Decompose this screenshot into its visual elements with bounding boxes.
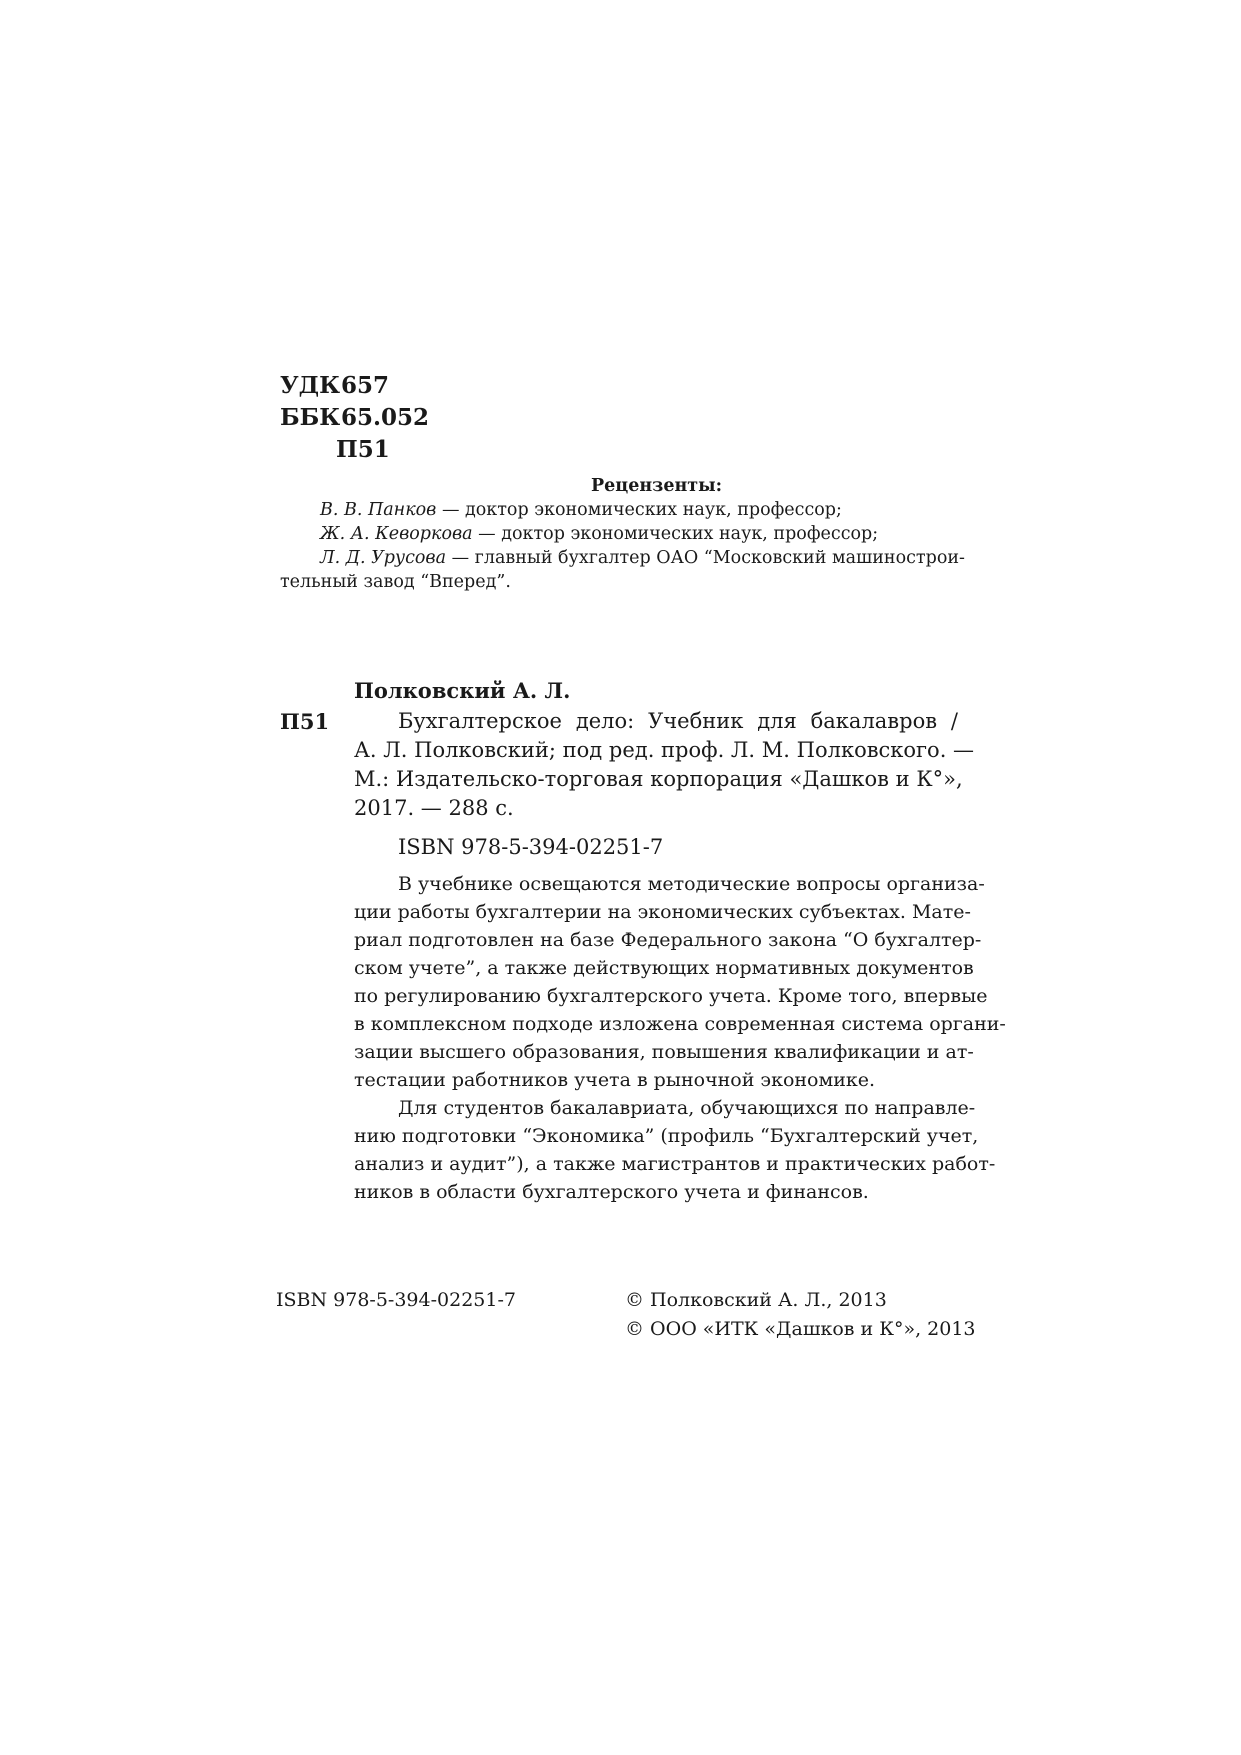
udk-label: УДК xyxy=(280,372,341,399)
annotation-line: В учебнике освещаются методические вопросы организа- xyxy=(398,873,985,895)
annotation-line: ском учете”, а также действующих нормативных документов xyxy=(354,957,974,979)
entry-line: 2017. — 288 с. xyxy=(354,796,514,820)
annotation-line: нию подготовки “Экономика” (профиль “Бухгалтерский учет, xyxy=(354,1125,979,1147)
reviewer-desc: — доктор экономических наук, профессор; xyxy=(472,524,879,544)
annotation-line: риал подготовлен на базе Федерального закона “О бухгалтер- xyxy=(354,929,982,951)
entry-line: Бухгалтерское дело: Учебник для бакалавров / xyxy=(398,709,958,733)
reviewer-continuation: тельный завод “Вперед”. xyxy=(280,572,511,592)
udk-value: 657 xyxy=(341,372,390,399)
reviewer-name: Л. Д. Урусова xyxy=(320,548,447,568)
footer-isbn: ISBN 978-5-394-02251-7 xyxy=(276,1289,516,1311)
annotation-line: Для студентов бакалавриата, обучающихся по направле- xyxy=(398,1097,976,1119)
entry-isbn: ISBN 978-5-394-02251-7 xyxy=(398,835,664,859)
annotation-line: ников в области бухгалтерского учета и финансов. xyxy=(354,1181,869,1203)
entry-mark: П51 xyxy=(280,709,330,734)
annotation-line: в комплексном подходе изложена современная система органи- xyxy=(354,1013,1006,1035)
copyright-publisher: © ООО «ИТК «Дашков и К°», 2013 xyxy=(625,1318,976,1340)
annotation-line: зации высшего образования, повышения квалификации и ат- xyxy=(354,1041,974,1063)
reviewer-desc: — доктор экономических наук, профессор; xyxy=(436,500,842,520)
reviewer-desc: — главный бухгалтер ОАО “Московский машинострои- xyxy=(446,548,965,568)
reviewer-name: В. В. Панков xyxy=(320,500,437,520)
copyright-author: © Полковский А. Л., 2013 xyxy=(625,1289,887,1311)
reviewers-heading: Рецензенты: xyxy=(591,476,723,496)
annotation-line: тестации работников учета в рыночной экономике. xyxy=(354,1069,876,1091)
annotation-line: ции работы бухгалтерии на экономических субъектах. Мате- xyxy=(354,901,971,923)
entry-author: Полковский А. Л. xyxy=(354,678,571,703)
reviewer-line xyxy=(320,498,842,522)
annotation-line: по регулированию бухгалтерского учета. Кроме того, впервые xyxy=(354,985,988,1007)
reviewer-line xyxy=(320,546,965,570)
entry-line: М.: Издательско-торговая корпорация «Дашков и К°», xyxy=(354,767,963,791)
bbk-label: ББК xyxy=(280,404,341,431)
reviewer-name: Ж. А. Кеворкова xyxy=(320,524,473,544)
entry-line: А. Л. Полковский; под ред. проф. Л. М. Полковского. — xyxy=(354,738,975,762)
author-mark: П51 xyxy=(336,436,390,463)
annotation-line: анализ и аудит”), а также магистрантов и практических работ- xyxy=(354,1153,996,1175)
reviewer-line xyxy=(320,522,878,546)
bbk-value: 65.052 xyxy=(341,404,430,431)
